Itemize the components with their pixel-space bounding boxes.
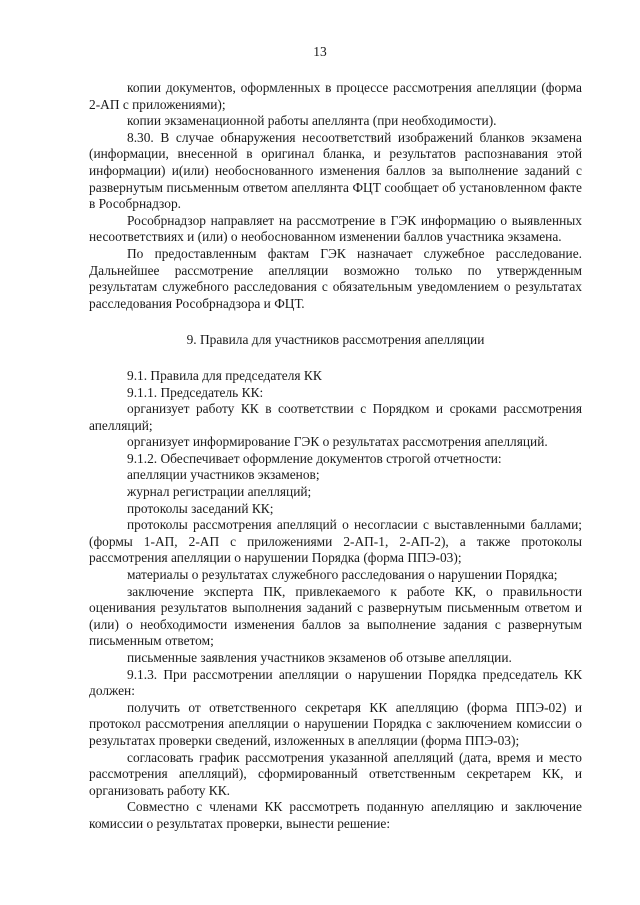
paragraph: 9.1. Правила для председателя КК: [127, 367, 322, 383]
page-number: 13: [313, 44, 327, 59]
paragraph: По предоставленным фактам ГЭК назначает служебное расследование. Дальнейшее рассмотрение апелляции возможно только по утвержденным результатам служебного расследования с обязательным уведомлением о результатах расследования Рособрнадзора и ФЦТ.: [89, 245, 582, 311]
paragraph: заключение эксперта ПК, привлекаемого к работе КК, о правильности оценивания результатов выполнения заданий с развернутым письменным ответом и (или) о необходимости изменения баллов за выполнение задания с развернутым письменным ответом;: [89, 583, 582, 649]
paragraph: протоколы рассмотрения апелляций о несогласии с выставленными баллами; (формы 1-АП, 2-АП с приложениями 2-АП-1, 2-АП-2), а также протоколы рассмотрения апелляции о нарушении Порядка (форма ППЭ-03);: [89, 517, 582, 566]
document-body: [89, 80, 582, 833]
paragraph: копии экзаменационной работы апеллянта (при необходимости).: [127, 113, 497, 129]
paragraph: журнал регистрации апелляций;: [127, 484, 312, 500]
paragraph: 8.30. В случае обнаружения несоответствий изображений бланков экзамена (информации, внесенной в оригинал бланка, и результатов распознавания этой информации) и(или) необоснованного изменения баллов за выполнение заданий с развернутым письменным ответом апеллянта ФЦТ сообщает об установленном факте в Рособрнадзор.: [89, 129, 582, 212]
paragraph: получить от ответственного секретаря КК апелляцию (форма ППЭ-02) и протокол рассмотрения апелляции о нарушении Порядка с заключением комиссии о результатах проверки сведений, изложенных в апелляции (форма ППЭ-03);: [89, 699, 582, 748]
paragraph: апелляции участников экзаменов;: [127, 467, 320, 483]
paragraph: копии документов, оформленных в процессе рассмотрения апелляции (форма 2-АП с приложениями);: [89, 80, 582, 112]
paragraph: 9.1.3. При рассмотрении апелляции о нарушении Порядка председатель КК должен:: [89, 666, 582, 699]
paragraph: согласовать график рассмотрения указанной апелляций (дата, время и место рассмотрения апелляций), сформированный ответственным секретарем КК, и организовать работу КК.: [89, 749, 582, 798]
paragraph: материалы о результатах служебного расследования о нарушении Порядка;: [127, 567, 558, 583]
paragraph: организует работу КК в соответствии с Порядком и сроками рассмотрения апелляций;: [89, 401, 582, 433]
paragraph: Рособрнадзор направляет на рассмотрение в ГЭК информацию о выявленных несоответствиях и (или) о необоснованном изменении баллов участника экзамена.: [89, 212, 582, 245]
paragraph: письменные заявления участников экзаменов об отзыве апелляции.: [127, 650, 512, 665]
paragraph: организует информирование ГЭК о результатах рассмотрения апелляций.: [127, 434, 548, 450]
section-heading: 9. Правила для участников рассмотрения апелляции: [186, 332, 485, 348]
paragraph: 9.1.1. Председатель КК:: [127, 384, 264, 400]
paragraph: 9.1.2. Обеспечивает оформление документов строгой отчетности:: [127, 450, 502, 466]
paragraph: протоколы заседаний КК;: [127, 500, 274, 516]
paragraph: Совместно с членами КК рассмотреть поданную апелляцию и заключение комиссии о результатах проверки, вынести решение:: [89, 799, 582, 831]
